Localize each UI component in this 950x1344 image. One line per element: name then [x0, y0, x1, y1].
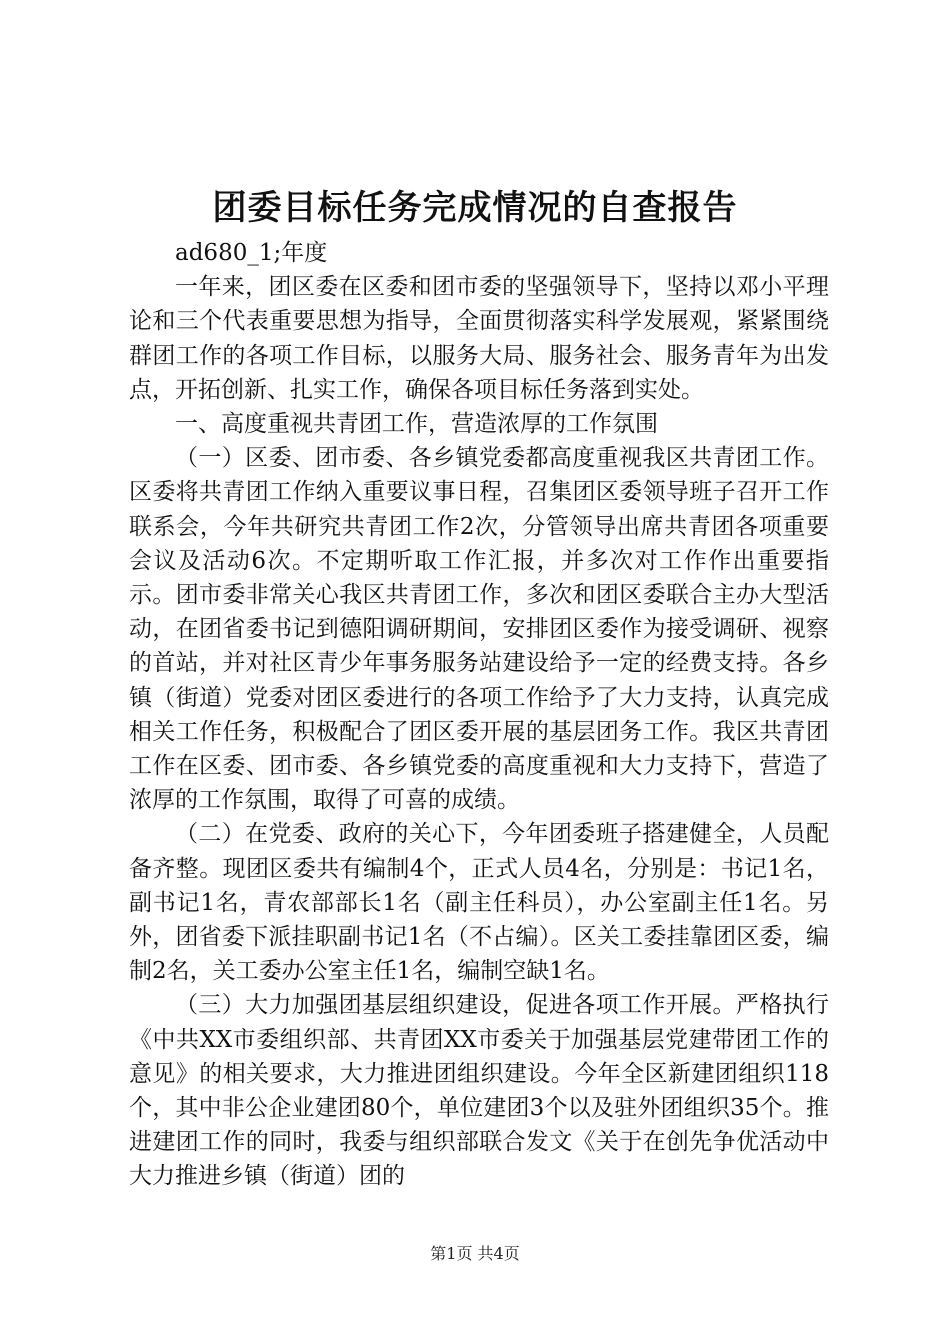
paragraph-3: （三）大力加强团基层组织建设，促进各项工作开展。严格执行《中共XX市委组织部、共青团XX市委关于加强基层党建带团工作的意见》的相关要求，大力推进团组织建设。今年全区新建团组织118个，其中非公企业建团80个，单位建团3个以及驻外团组织35个。推进建团工作的同时，我委与组织部联合发文《关于在创先争优活动中大力推进乡镇（街道）团的	[129, 992, 829, 1190]
paragraph-2: （二）在党委、政府的关心下，今年团委班子搭建健全，人员配备齐整。现团区委共有编制4个，正式人员4名，分别是：书记1名，副书记1名，青农部部长1名（副主任科员），办公室副主任1名。另外，团省委下派挂职副书记1名（不占编）。区关工委挂靠团区委，编制2名，关工委办公室主任1名，编制空缺1名。	[129, 821, 829, 985]
document-body	[129, 236, 829, 1194]
section-heading-1: 一、高度重视共青团工作，营造浓厚的工作氛围	[175, 411, 658, 438]
document-title: 团委目标任务完成情况的自查报告	[212, 188, 738, 228]
paragraph-intro: 一年来，团区委在区委和团市委的坚强领导下，坚持以邓小平理论和三个代表重要思想为指导，全面贯彻落实科学发展观，紧紧围绕群团工作的各项工作目标，以服务大局、服务社会、服务青年为出发点，开拓创新、扎实工作，确保各项目标任务落到实处。	[129, 274, 829, 403]
page-footer: 第1页 共4页	[430, 1244, 520, 1263]
paragraph-1: （一）区委、团市委、各乡镇党委都高度重视我区共青团工作。区委将共青团工作纳入重要议事日程，召集团区委领导班子召开工作联系会，今年共研究共青团工作2次，分管领导出席共青团各项重要会议及活动6次。不定期听取工作汇报，并多次对工作作出重要指示。团市委非常关心我区共青团工作，多次和团区委联合主办大型活动，在团省委书记到德阳调研期间，安排团区委作为接受调研、视察的首站，并对社区青少年事务服务站建设给予一定的经费支持。各乡镇（街道）党委对团区委进行的各项工作给予了大力支持，认真完成相关工作任务，积极配合了团区委开展的基层团务工作。我区共青团工作在区委、团市委、各乡镇党委的高度重视和大力支持下，营造了浓厚的工作氛围，取得了可喜的成绩。	[129, 445, 829, 814]
year-line: ad680_1;年度	[175, 240, 328, 266]
